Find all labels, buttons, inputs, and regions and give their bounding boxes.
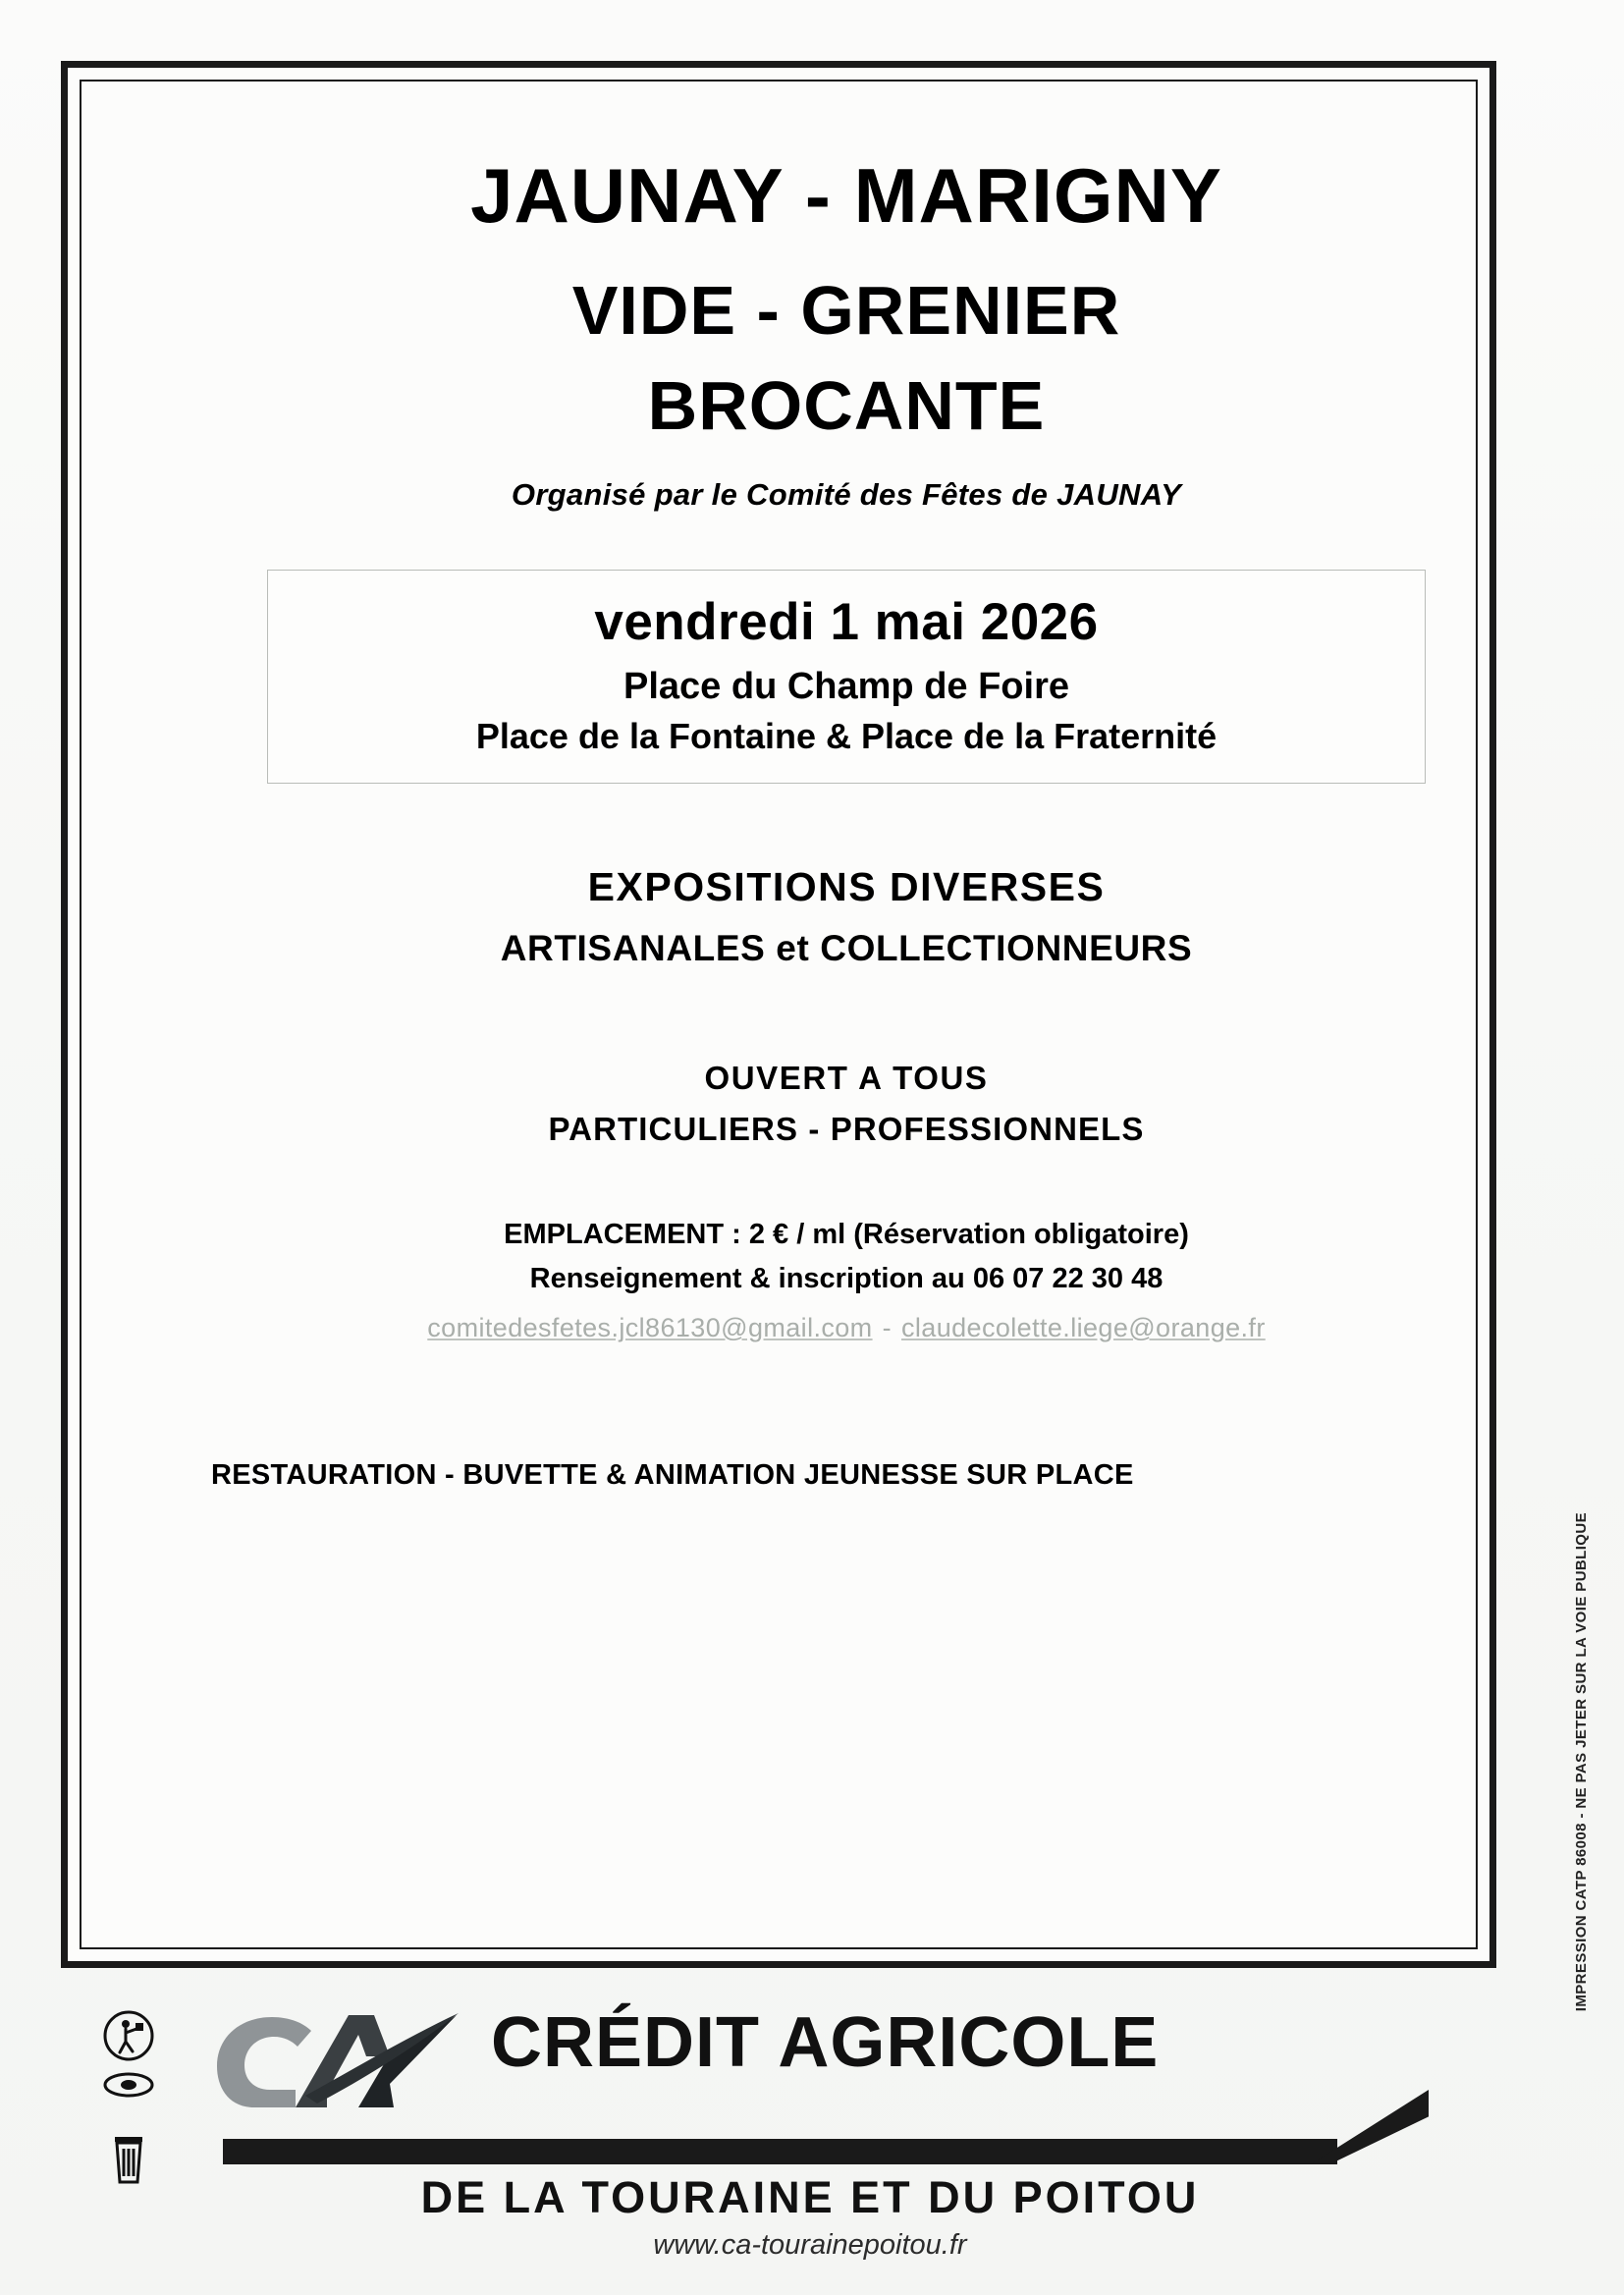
emplacement-price-text: EMPLACEMENT : 2 € / ml (Réservation obligatoire) bbox=[504, 1219, 1189, 1251]
participants-text: PARTICULIERS - PROFESSIONNELS bbox=[548, 1111, 1145, 1148]
flyer-frame bbox=[61, 61, 1496, 1968]
email-link-1[interactable]: comitedesfetes.jcl86130@gmail.com bbox=[427, 1313, 873, 1343]
logo-bar bbox=[223, 2139, 1337, 2164]
page-title: JAUNAY - MARIGNY bbox=[470, 152, 1222, 239]
organiser-text: Organisé par le Comité des Fêtes de JAUNAY bbox=[511, 477, 1182, 513]
contact-phone-text: Renseignement & inscription au 06 07 22 30 48 bbox=[529, 1263, 1164, 1295]
email-link-2[interactable]: claudecolette.liege@orange.fr bbox=[900, 1313, 1266, 1343]
tidy-man-icon bbox=[102, 2009, 155, 2062]
print-side-note: IMPRESSION CATP 86008 - NE PAS JETER SUR LA VOIE PUBLIQUE bbox=[1573, 1512, 1590, 2012]
sponsor-url[interactable]: www.ca-tourainepoitou.fr bbox=[653, 2229, 967, 2261]
contact-emails bbox=[156, 1313, 1537, 1343]
event-place-line-2: Place de la Fontaine & Place de la Fraternité bbox=[475, 716, 1218, 757]
email-separator: - bbox=[882, 1313, 892, 1343]
sponsor-subtitle: DE LA TOURAINE ET DU POITOU bbox=[420, 2172, 1200, 2222]
waste-bin-icon bbox=[102, 2131, 155, 2184]
expositions-heading: EXPOSITIONS DIVERSES bbox=[587, 864, 1106, 910]
pictogram-column bbox=[90, 2009, 167, 2192]
event-type-line-1: VIDE - GRENIER bbox=[571, 271, 1121, 349]
credit-agricole-logo bbox=[211, 1995, 1419, 2280]
event-type-line-2: BROCANTE bbox=[647, 367, 1046, 445]
restauration-text: RESTAURATION - BUVETTE & ANIMATION JEUNESSE SUR PLACE bbox=[211, 1459, 1134, 1492]
sponsor-footer bbox=[0, 1984, 1624, 2295]
logo-top-row bbox=[211, 2001, 1419, 2129]
ca-monogram-icon bbox=[211, 2001, 466, 2127]
open-to-all-text: OUVERT A TOUS bbox=[704, 1060, 989, 1097]
eye-leaf-icon bbox=[102, 2070, 155, 2123]
sponsor-name: CRÉDIT AGRICOLE bbox=[491, 2003, 1160, 2082]
expositions-subheading: ARTISANALES et COLLECTIONNEURS bbox=[500, 928, 1193, 969]
flyer-content bbox=[156, 152, 1537, 1492]
event-date: vendredi 1 mai 2026 bbox=[594, 593, 1099, 652]
date-location-box bbox=[267, 570, 1426, 784]
event-place-line-1: Place du Champ de Foire bbox=[623, 666, 1069, 708]
